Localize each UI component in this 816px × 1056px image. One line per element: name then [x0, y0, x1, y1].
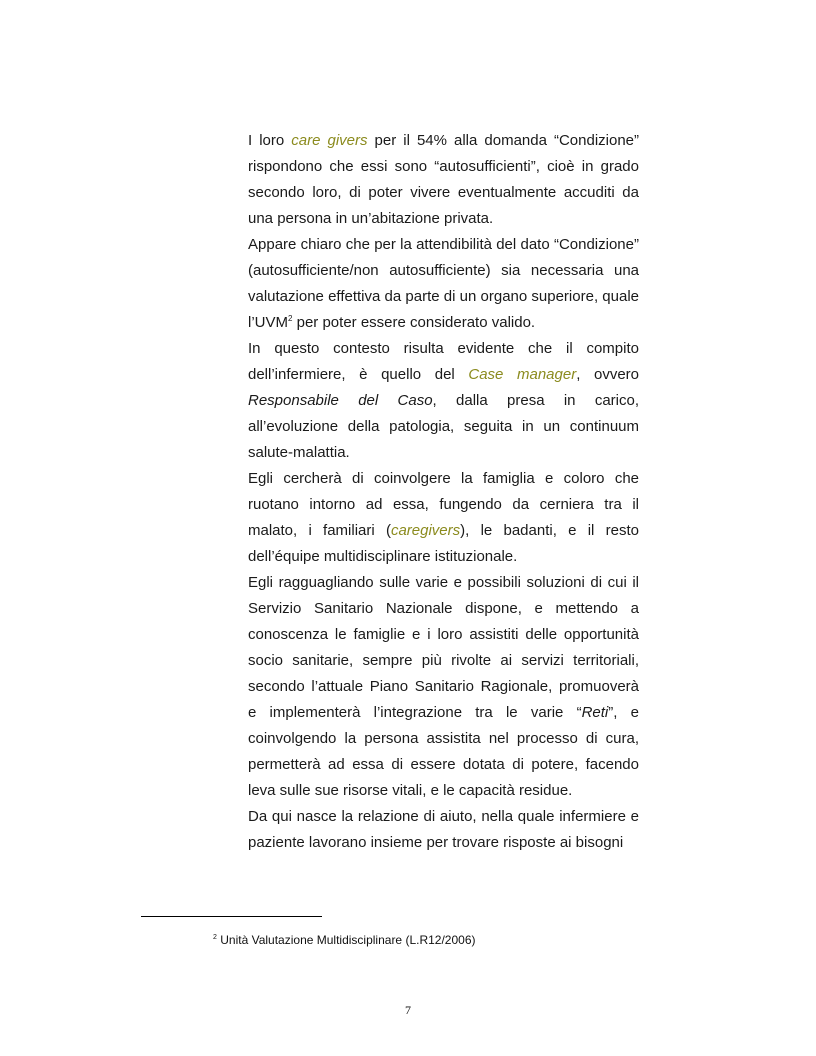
- footnote: [213, 933, 476, 947]
- highlight-term: caregivers: [390, 522, 461, 539]
- text-segment: Egli cercherà di coinvolgere la famiglia e coloro che ruotano intorno ad essa, fungendo da cerniera tra il malato, i familiari (: [248, 470, 639, 539]
- footnote-ref: 2: [288, 314, 293, 323]
- text-segment: , ovvero: [576, 366, 640, 383]
- highlight-term: Case manager: [468, 366, 577, 383]
- text-segment: per il 54% alla domanda “Condizione” rispondono che essi sono “autosufficienti”, cioè in grado secondo loro, di poter vivere eventualmente accuditi da una persona in un’abitazione privata.: [248, 132, 640, 227]
- footnote-divider: [141, 916, 322, 917]
- italic-term: Reti: [581, 704, 609, 721]
- highlight-term: care givers: [291, 132, 368, 149]
- text-segment: I loro: [248, 132, 292, 149]
- text-segment: ), le badanti, e il resto dell’équipe multidisciplinare istituzionale.: [248, 522, 639, 565]
- paragraph-6: [248, 804, 639, 856]
- text-segment: Appare chiaro che per la attendibilità del dato “Condizione” (autosufficiente/non autosufficiente) sia necessaria una valutazione effettiva da parte di un organo superiore, quale l’UVM: [248, 236, 639, 331]
- italic-term: Responsabile del Caso: [248, 392, 433, 409]
- text-segment: , dalla presa in carico, all’evoluzione della patologia, seguita in un continuum salute-malattia.: [248, 392, 640, 461]
- body-text: [248, 128, 639, 856]
- paragraph-2: [248, 232, 639, 336]
- text-segment: Da qui nasce la relazione di aiuto, nella quale infermiere e paziente lavorano insieme per trovare risposte ai bisogni: [248, 808, 639, 851]
- paragraph-5: [248, 570, 639, 804]
- text-segment: ”, e coinvolgendo la persona assistita nel processo di cura, permetterà ad essa di essere dotata di potere, facendo leva sulle sue risorse vitali, e le capacità residue.: [248, 704, 639, 799]
- footnote-text: Unità Valutazione Multidisciplinare (L.R12/2006): [216, 933, 476, 947]
- text-segment: In questo contesto risulta evidente che il compito dell’infermiere, è quello del: [248, 340, 639, 383]
- paragraph-4: [248, 466, 639, 570]
- footnote-marker: 2: [213, 934, 217, 941]
- paragraph-1: [248, 128, 639, 232]
- text-segment: Egli ragguagliando sulle varie e possibili soluzioni di cui il Servizio Sanitario Nazionale dispone, e mettendo a conoscenza le famiglie e i loro assistiti delle opportunità socio sanitarie, sempre più rivolte ai servizi territoriali, secondo l’attuale Piano Sanitario Ragionale, promuoverà e implementerà l’integrazione tra le varie “: [248, 574, 639, 721]
- page-number: 7: [405, 1003, 411, 1017]
- text-segment: per poter essere considerato valido.: [292, 314, 536, 331]
- paragraph-3: [248, 336, 639, 466]
